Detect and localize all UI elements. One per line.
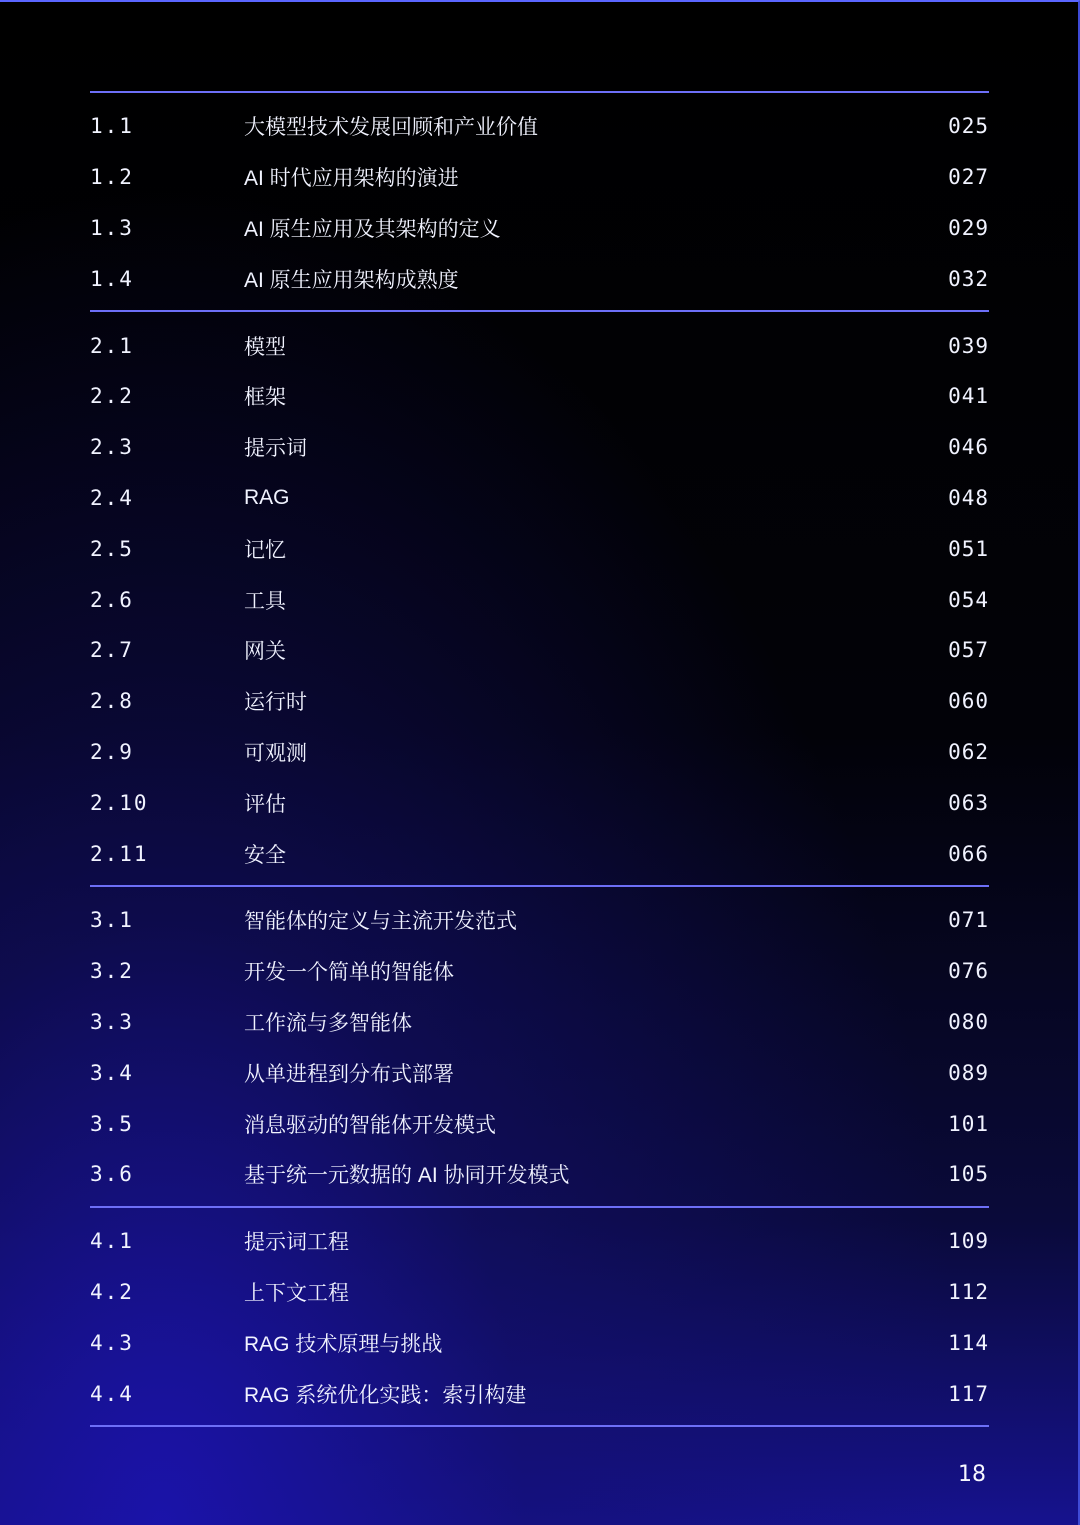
entry-page: 117 [948,1381,989,1406]
entry-number: 2.5 [90,536,134,561]
entry-page: 032 [948,266,989,291]
entry-page: 109 [948,1229,989,1254]
entry-page: 029 [948,215,989,240]
toc-entry[interactable] [90,1267,989,1318]
entry-title: 从单进程到分布式部署 [244,1062,454,1086]
entry-number: 1.4 [90,266,134,291]
toc-section-4 [90,1206,989,1425]
toc-entry[interactable] [90,152,989,203]
entry-number: 2.7 [90,638,134,663]
entry-title: RAG 技术原理与挑战 [244,1332,443,1356]
entry-page: 089 [948,1060,989,1085]
toc-entry[interactable] [90,422,989,473]
toc-entry[interactable] [90,253,989,304]
entry-page: 041 [948,384,989,409]
entry-number: 4.1 [90,1229,134,1254]
entry-title: 提示词工程 [244,1231,349,1255]
toc-entry[interactable] [90,727,989,778]
entry-title: 模型 [244,335,286,359]
entry-number: 2.1 [90,333,134,358]
toc-entry[interactable] [90,1368,989,1419]
toc-entry[interactable] [90,1149,989,1200]
entry-page: 080 [948,1009,989,1034]
toc-section-2 [90,310,989,885]
entry-title: AI 原生应用架构成熟度 [244,268,459,292]
entry-number: 4.3 [90,1330,134,1355]
entry-page: 039 [948,333,989,358]
entry-title: 评估 [244,792,286,816]
toc-entry[interactable] [90,828,989,879]
entry-title: 基于统一元数据的 AI 协同开发模式 [244,1164,570,1188]
entry-title: 网关 [244,640,286,664]
toc-entry[interactable] [90,371,989,422]
entry-page: 062 [948,739,989,764]
entry-number: 2.9 [90,739,134,764]
entry-number: 2.10 [90,790,149,815]
entry-number: 2.8 [90,689,134,714]
entry-page: 025 [948,114,989,139]
entry-title: 消息驱动的智能体开发模式 [244,1113,496,1137]
entry-title: AI 时代应用架构的演进 [244,167,459,191]
toc-entry[interactable] [90,676,989,727]
toc-entry[interactable] [90,1098,989,1149]
entry-page: 114 [948,1330,989,1355]
entry-title: 框架 [244,386,286,410]
entry-page: 046 [948,435,989,460]
entry-page: 105 [948,1162,989,1187]
entry-page: 057 [948,638,989,663]
toc-entry[interactable] [90,473,989,524]
entry-title: 提示词 [244,437,307,461]
entry-number: 4.2 [90,1279,134,1304]
entry-page: 076 [948,959,989,984]
entry-page: 051 [948,536,989,561]
entry-page: 060 [948,689,989,714]
entry-number: 1.3 [90,215,134,240]
toc-entry[interactable] [90,946,989,997]
entry-title: RAG 系统优化实践：索引构建 [244,1383,527,1407]
entry-title: 开发一个简单的智能体 [244,961,454,985]
toc-entry[interactable] [90,777,989,828]
entry-page: 066 [948,841,989,866]
toc-entry[interactable] [90,574,989,625]
entry-number: 2.11 [90,841,149,866]
toc-section-3 [90,885,989,1206]
entry-number: 2.6 [90,587,134,612]
entry-number: 1.1 [90,114,134,139]
entry-number: 3.3 [90,1009,134,1034]
entry-number: 1.2 [90,165,134,190]
entry-page: 054 [948,587,989,612]
entry-title: 可观测 [244,741,307,765]
entry-title: 安全 [244,843,286,867]
toc-entry[interactable] [90,1047,989,1098]
toc-entry[interactable] [90,895,989,946]
entry-number: 3.1 [90,908,134,933]
toc-section-1 [90,91,989,310]
entry-page: 027 [948,165,989,190]
entry-number: 3.5 [90,1111,134,1136]
bottom-divider [90,1425,989,1427]
toc-entry[interactable] [90,320,989,371]
entry-number: 4.4 [90,1381,134,1406]
entry-title: 大模型技术发展回顾和产业价值 [244,116,538,140]
entry-number: 3.2 [90,959,134,984]
table-of-contents [90,91,989,1427]
entry-title: RAG [244,485,290,509]
entry-title: 工作流与多智能体 [244,1011,412,1035]
entry-number: 2.4 [90,485,134,510]
entry-title: 记忆 [244,538,286,562]
entry-number: 3.6 [90,1162,134,1187]
entry-page: 112 [948,1279,989,1304]
entry-title: 上下文工程 [244,1281,349,1305]
entry-title: 运行时 [244,691,307,715]
toc-entry[interactable] [90,203,989,254]
entry-title: AI 原生应用及其架构的定义 [244,217,501,241]
toc-entry[interactable] [90,523,989,574]
toc-entry[interactable] [90,1317,989,1368]
entry-page: 063 [948,790,989,815]
toc-entry[interactable] [90,997,989,1048]
entry-title: 智能体的定义与主流开发范式 [244,910,517,934]
entry-page: 101 [948,1111,989,1136]
page-number: 18 [958,1462,986,1487]
toc-entry[interactable] [90,625,989,676]
entry-number: 2.3 [90,435,134,460]
toc-entry[interactable] [90,1216,989,1267]
entry-number: 3.4 [90,1060,134,1085]
entry-title: 工具 [244,589,286,613]
entry-number: 2.2 [90,384,134,409]
entry-page: 048 [948,485,989,510]
entry-page: 071 [948,908,989,933]
toc-entry[interactable] [90,101,989,152]
